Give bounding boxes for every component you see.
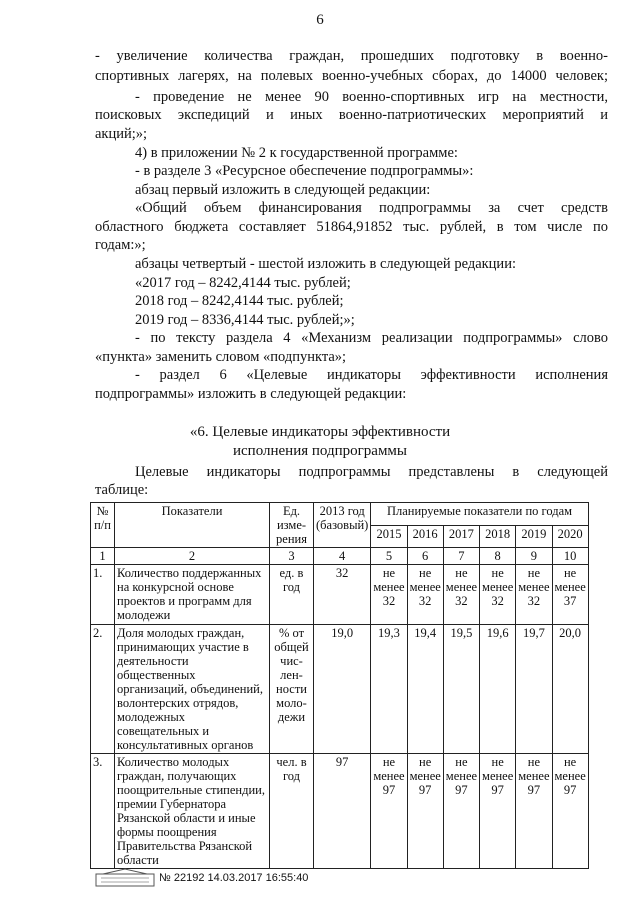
text-line: - по тексту раздела 4 «Механизм реализации подпрограммы» слово <box>135 330 608 346</box>
table-row <box>91 754 589 869</box>
row-value: не менее 37 <box>552 565 588 625</box>
col-number: 3 <box>270 548 314 565</box>
text-line: 2018 год – 8242,4144 тыс. рублей; <box>135 293 344 309</box>
row-value: не менее 32 <box>516 565 552 625</box>
header-num: № п/п <box>91 503 115 548</box>
col-number: 4 <box>314 548 371 565</box>
text-line: абзац первый изложить в следующей редакции: <box>135 182 431 198</box>
row-indicator: Доля молодых граждан, принимающих участие в деятельности общественных организаций, объединений, волонтерских отрядов, молодежных совещательных и консультативных органов <box>115 625 270 754</box>
text-line: - увеличение количества граждан, прошедших подготовку в военно- <box>95 48 608 64</box>
text-line: «Общий объем финансирования подпрограммы за счет средств <box>135 200 608 216</box>
page-number: 6 <box>316 12 324 28</box>
row-indicator: Количество поддержанных на конкурсной основе проектов и программ для молодежи <box>115 565 270 625</box>
header-base: 2013 год (базовый) <box>314 503 371 548</box>
table-row <box>91 565 589 625</box>
text-line: областного бюджета составляет 51864,91852 тыс. рублей, в том числе по <box>95 219 608 235</box>
row-value: не менее 97 <box>443 754 479 869</box>
text-line: «2017 год – 8242,4144 тыс. рублей; <box>135 275 351 291</box>
text-line: годам:»; <box>95 237 146 253</box>
header-year: 2017 <box>443 525 479 548</box>
indicators-table <box>90 502 589 869</box>
row-value: не менее 97 <box>516 754 552 869</box>
text-line: - проведение не менее 90 военно-спортивных игр на местности, <box>135 89 608 105</box>
registry-stamp-icon <box>95 868 155 888</box>
row-value: 19,5 <box>443 625 479 754</box>
text-line: абзацы четвертый - шестой изложить в следующей редакции: <box>135 256 516 272</box>
row-base: 97 <box>314 754 371 869</box>
header-year: 2020 <box>552 525 588 548</box>
col-number: 1 <box>91 548 115 565</box>
row-value: не менее 97 <box>480 754 516 869</box>
stamp-caption: № 22192 14.03.2017 16:55:40 <box>159 872 309 884</box>
text-line: «пункта» заменить словом «подпункта»; <box>95 349 347 365</box>
row-value: не менее 97 <box>371 754 407 869</box>
text-line: 2019 год – 8336,4144 тыс. рублей;»; <box>135 312 355 328</box>
row-base: 32 <box>314 565 371 625</box>
table-header-row <box>91 503 589 526</box>
header-year: 2019 <box>516 525 552 548</box>
row-base: 19,0 <box>314 625 371 754</box>
row-value: 19,3 <box>371 625 407 754</box>
col-number: 9 <box>516 548 552 565</box>
header-year: 2018 <box>480 525 516 548</box>
section-title: «6. Целевые индикаторы эффективности <box>189 424 451 440</box>
row-unit: чел. в год <box>270 754 314 869</box>
col-number: 6 <box>407 548 443 565</box>
row-value: не менее 97 <box>407 754 443 869</box>
row-value: не менее 32 <box>371 565 407 625</box>
row-value: не менее 32 <box>443 565 479 625</box>
table-colnum-row <box>91 548 589 565</box>
col-number: 10 <box>552 548 588 565</box>
text-line: - в разделе 3 «Ресурсное обеспечение подпрограммы»: <box>135 163 474 179</box>
text-line: поисковых экспедиций и иных военно-патриотических мероприятий и <box>95 107 608 123</box>
text-line: 4) в приложении № 2 к государственной программе: <box>135 145 458 161</box>
header-planned: Планируемые показатели по годам <box>371 503 588 526</box>
table-row <box>91 625 589 754</box>
row-value: 19,4 <box>407 625 443 754</box>
header-unit: Ед. изме-рения <box>270 503 314 548</box>
row-unit: % от общей чис-лен-ности моло-дежи <box>270 625 314 754</box>
table-intro: Целевые индикаторы подпрограммы представлены в следующей <box>135 464 608 480</box>
row-indicator: Количество молодых граждан, получающих поощрительные стипендии, премии Губернатора Рязанской области и иные формы поощрения Правительства Рязанской области <box>115 754 270 869</box>
row-value: 19,6 <box>480 625 516 754</box>
col-number: 8 <box>480 548 516 565</box>
row-num: 2. <box>91 625 115 754</box>
row-value: не менее 97 <box>552 754 588 869</box>
col-number: 7 <box>443 548 479 565</box>
row-value: 20,0 <box>552 625 588 754</box>
row-value: не менее 32 <box>480 565 516 625</box>
row-unit: ед. в год <box>270 565 314 625</box>
text-line: акций;»; <box>95 126 148 142</box>
header-year: 2015 <box>371 525 407 548</box>
text-line: - раздел 6 «Целевые индикаторы эффективности исполнения <box>135 367 608 383</box>
text-line: подпрограммы» изложить в следующей редакции: <box>95 386 407 402</box>
row-num: 1. <box>91 565 115 625</box>
row-value: не менее 32 <box>407 565 443 625</box>
header-indicator: Показатели <box>115 503 270 548</box>
header-year: 2016 <box>407 525 443 548</box>
col-number: 2 <box>115 548 270 565</box>
row-num: 3. <box>91 754 115 869</box>
text-line: спортивных лагерях, на полевых военно-учебных сборах, до 14000 человек; <box>95 68 608 84</box>
table-intro: таблице: <box>95 482 149 498</box>
section-title: исполнения подпрограммы <box>232 443 408 459</box>
row-value: 19,7 <box>516 625 552 754</box>
col-number: 5 <box>371 548 407 565</box>
